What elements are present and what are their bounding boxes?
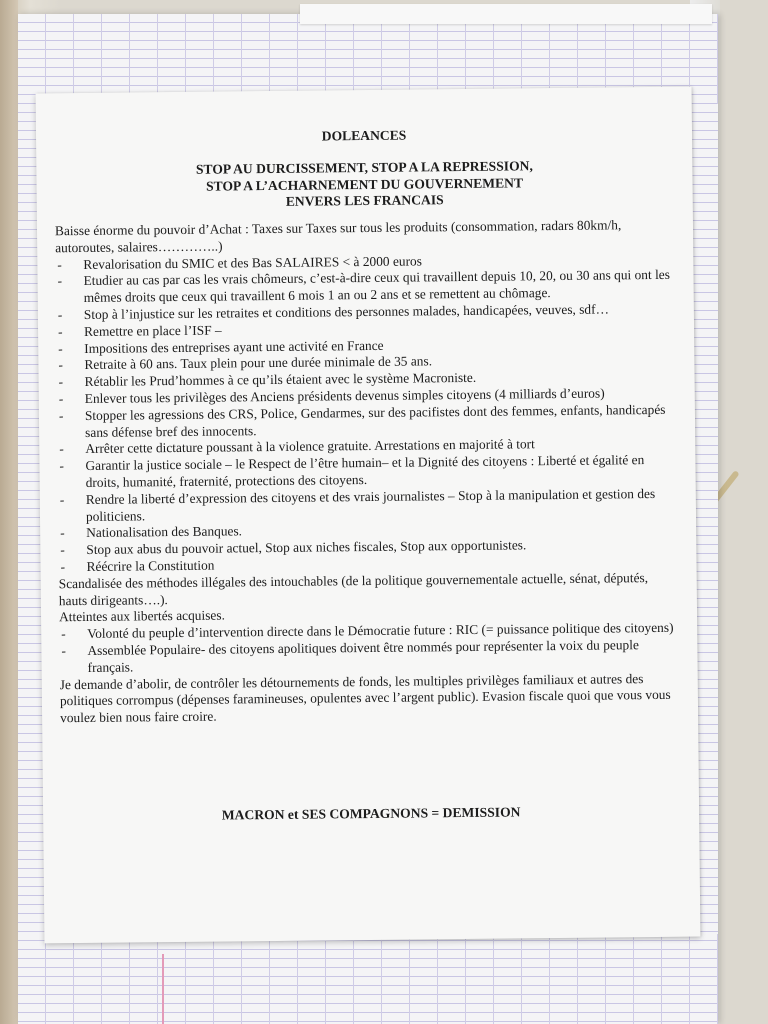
bullet-dash: - <box>59 441 64 457</box>
list-item: - Rendre la liberté d’expression des citoyens et des vrais journalistes – Stop à la manipulation et gestion des politiciens. <box>59 485 656 524</box>
paper-edge-top <box>300 4 712 24</box>
final-paragraph: Je demande d’abolir, de contrôler les détournements de fonds, les multiples privilèges familiaux et autres des politiques corrompus (dépenses faramineuses, opulentes avec l’argent public). Evasion fiscale quoi que vous vous voulez bien nous faire croire. <box>59 670 671 726</box>
intro-paragraph: Baisse énorme du pouvoir d’Achat : Taxes sur Taxes sur tous les produits (consommation, radars 80km/h, autoroutes, salaires…………..) <box>54 217 622 256</box>
document-body <box>55 217 678 727</box>
list-item: - Garantir la justice sociale – le Respect de l’être humain– et la Dignité des citoyens : Liberté et égalité en droits, humanité, fraternité, protections des citoyens. <box>59 452 645 490</box>
bullet-dash: - <box>58 407 64 423</box>
bullet-dash: - <box>60 559 66 575</box>
bullet-dash: - <box>61 626 66 642</box>
bullet-dash: - <box>57 307 63 323</box>
notebook-grid-bottom <box>18 934 718 1024</box>
bullet-dash: - <box>60 542 65 558</box>
list-item: - Arrêter cette dictature poussant à la violence gratuite. Arrestations en majorité à tort <box>59 436 535 457</box>
list-item: - Réécrire la Constitution <box>60 557 215 575</box>
list-item: - Stop à l’injustice sur les retraites et conditions des personnes malades, handicapées, veuves, sdf… <box>57 301 610 323</box>
subtitle-line: STOP A L’ACHARNEMENT DU GOUVERNEMENT <box>205 174 524 194</box>
document-title: DOLEANCES <box>321 127 407 144</box>
list-item: - Stopper les agressions des CRS, Police, Gendarmes, sur des pacifistes dont des femmes, enfants, handicapés sans défense bref des innocents. <box>58 401 666 440</box>
list-item: - Assemblée Populaire- des citoyens apolitiques doivent être nommés pour représenter la voix du peuple français. <box>61 637 639 675</box>
bullet-dash: - <box>59 458 65 474</box>
list-item: - Revalorisation du SMIC et des Bas SALAIRES < à 2000 euros <box>57 253 422 272</box>
democracy-list <box>59 620 677 677</box>
list-item: - Volonté du peuple d’intervention directe dans le Démocratie future : RIC (= puissance politique des citoyens) <box>61 619 674 642</box>
bullet-dash: - <box>58 391 64 407</box>
list-item: - Impositions des entreprises ayant une activité en France <box>58 337 384 356</box>
bullet-dash: - <box>57 323 63 340</box>
bullet-dash: - <box>58 357 63 373</box>
bullet-dash: - <box>57 256 62 272</box>
list-item: - Enlever tous les privilèges des Anciens présidents devenus simples citoyens (4 milliards d’euros) <box>58 385 605 407</box>
list-item: - Retraite à 60 ans. Taux plein pour une durée minimale de 35 ans. <box>58 353 433 373</box>
atteintes-paragraph: Atteintes aux libertés acquises. <box>58 607 225 625</box>
bullet-dash: - <box>61 643 66 659</box>
list-item: - Rétablir les Prud’hommes à ce qu’ils étaient avec le système Macroniste. <box>58 370 477 390</box>
document-footer: MACRON et SES COMPAGNONS = DEMISSION <box>221 804 521 823</box>
notebook-margin-line <box>162 954 164 1024</box>
document-subtitle <box>36 157 692 213</box>
subtitle-line: STOP AU DURCISSEMENT, STOP A LA REPRESSION, <box>195 158 533 177</box>
scandal-paragraph: Scandalisée des méthodes illégales des intouchables (de la politique gouvernementale actuelle, sénat, députés, hauts dirigeants….). <box>58 569 649 608</box>
subtitle-line: ENVERS LES FRANCAIS <box>285 192 444 209</box>
bullet-dash: - <box>57 273 63 289</box>
bullet-dash: - <box>58 340 63 356</box>
list-item: - Remettre en place l’ISF – <box>57 322 222 340</box>
list-item: - Stop aux abus du pouvoir actuel, Stop aux niches fiscales, Stop aux opportunistes. <box>60 537 527 558</box>
bullet-dash: - <box>59 491 65 507</box>
grievance-list <box>55 250 676 576</box>
bullet-dash: - <box>60 525 65 541</box>
list-item: - Nationalisation des Banques. <box>60 523 243 541</box>
bullet-dash: - <box>58 374 64 390</box>
list-item: - Etudier au cas par cas les vrais chômeurs, c’est-à-dire ceux qui travaillent depuis 10, 20, ou 30 ans qui ont les mêmes droits que ceux qui travaillent 6 mois 1 an ou 2 ans et se remettent au chômage. <box>57 267 670 306</box>
printed-sheet <box>36 87 701 944</box>
notebook-spine <box>0 0 18 1024</box>
